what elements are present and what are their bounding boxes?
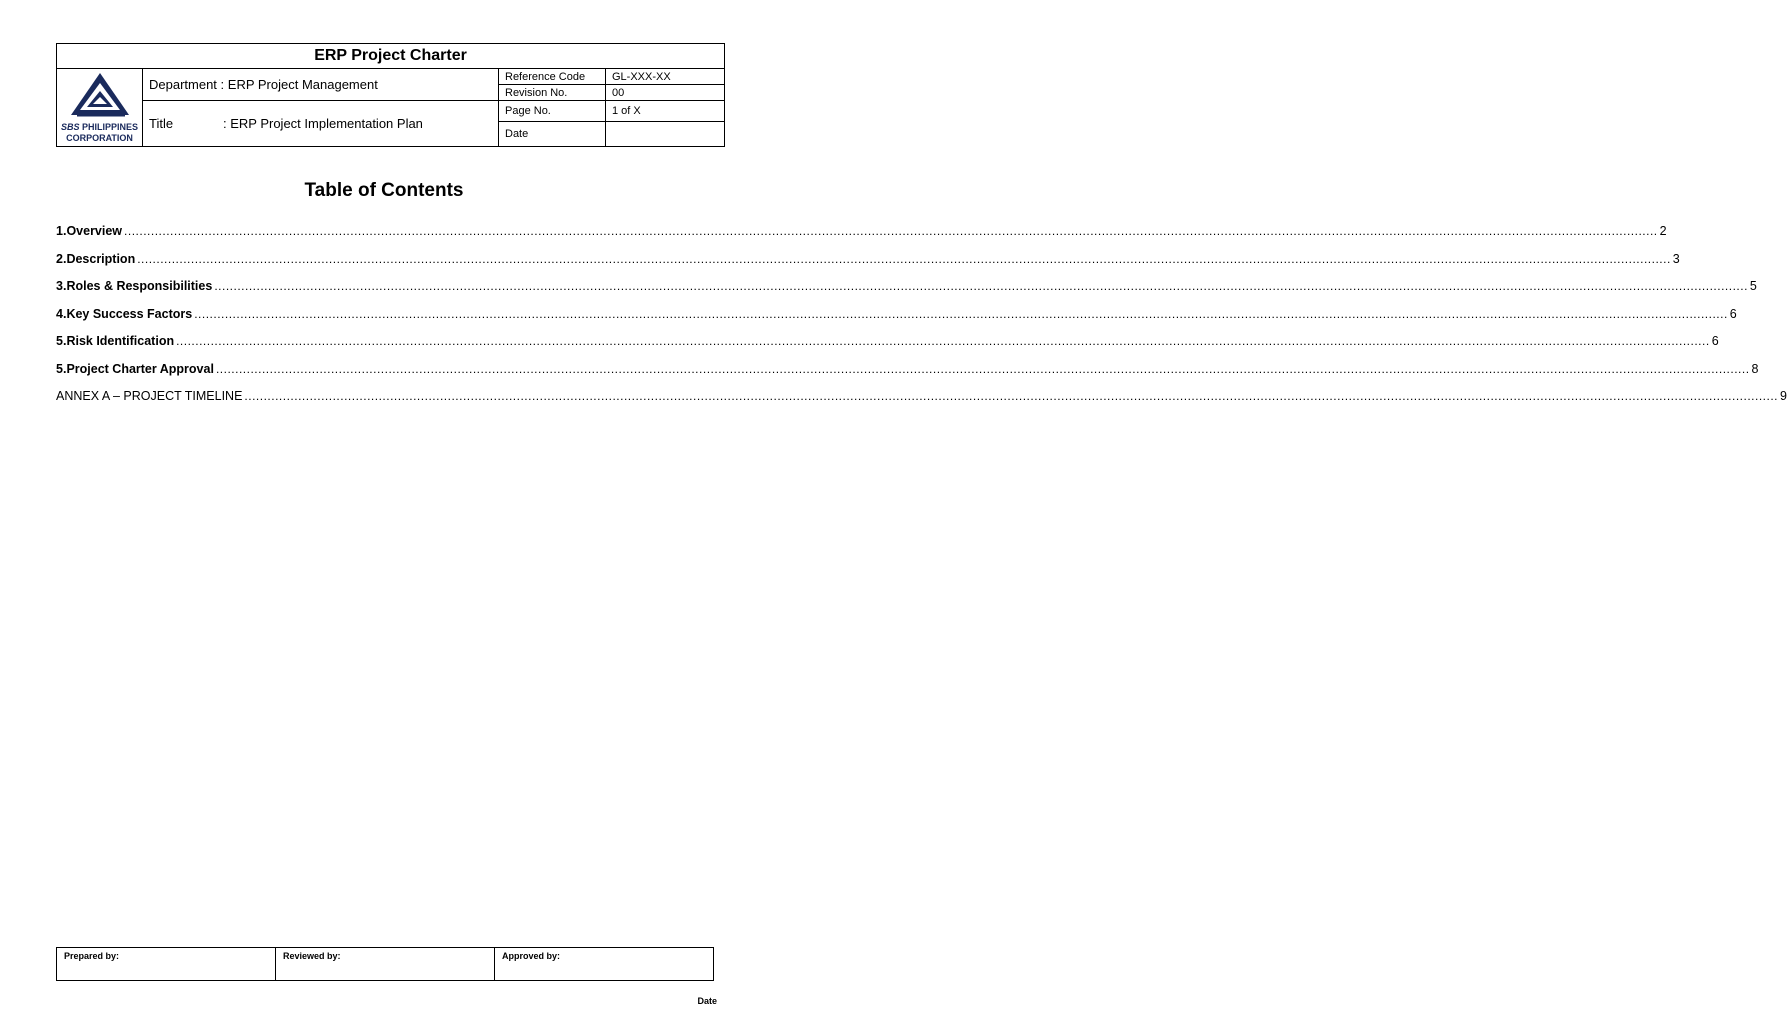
toc-entry-page: 5 bbox=[1749, 279, 1757, 293]
toc-entry[interactable] bbox=[56, 334, 1719, 362]
toc-title: Table of Contents bbox=[304, 180, 464, 201]
title-field bbox=[143, 101, 499, 147]
toc-entry-page: 8 bbox=[1751, 361, 1759, 376]
toc-entry-number: 1. bbox=[56, 224, 67, 238]
toc-entry[interactable] bbox=[56, 306, 1737, 335]
toc-entry-label: Roles & Responsibilities bbox=[66, 279, 213, 293]
footer-date: Date bbox=[697, 996, 717, 1006]
department-label: Department bbox=[149, 77, 217, 92]
toc-entry-page: 2 bbox=[1659, 224, 1667, 238]
title-label: Title bbox=[149, 116, 174, 131]
toc-entry-label: Description bbox=[66, 251, 136, 266]
reference-code-value: GL-XXX-XX bbox=[606, 69, 725, 85]
table-of-contents bbox=[56, 224, 1787, 417]
document-title: ERP Project Charter bbox=[57, 44, 725, 69]
header-table bbox=[56, 43, 725, 147]
toc-leader-dots: ................................................................................................................................................................................................................................................................................................................................................................................................................ bbox=[194, 306, 1728, 321]
toc-leader-dots: ................................................................................................................................................................................................................................................................................................................................................................................................................ bbox=[244, 389, 1778, 403]
date-value bbox=[606, 122, 725, 147]
toc-entry-annex[interactable] bbox=[56, 389, 1787, 417]
logo-philippines: PHILIPPINES bbox=[79, 122, 139, 132]
toc-entry[interactable] bbox=[56, 251, 1680, 280]
title-value: : ERP Project Implementation Plan bbox=[223, 116, 423, 131]
prepared-by-cell: Prepared by: bbox=[57, 948, 276, 981]
toc-leader-dots: ................................................................................................................................................................................................................................................................................................................................................................................................................ bbox=[124, 224, 1658, 238]
approved-by-cell: Approved by: bbox=[495, 948, 714, 981]
toc-entry[interactable] bbox=[56, 279, 1757, 307]
toc-entry-label: Risk Identification bbox=[66, 334, 175, 348]
toc-entry[interactable] bbox=[56, 224, 1667, 252]
toc-entry-number: 3. bbox=[56, 279, 67, 293]
toc-entry[interactable] bbox=[56, 361, 1759, 390]
signature-table bbox=[56, 947, 714, 981]
toc-entry-number: 5. bbox=[56, 334, 67, 348]
revision-label: Revision No. bbox=[499, 85, 606, 101]
company-name bbox=[57, 122, 142, 144]
page-label: Page No. bbox=[499, 101, 606, 122]
page-value: 1 of X bbox=[606, 101, 725, 122]
toc-entry-number: 2. bbox=[56, 251, 67, 266]
department-field bbox=[143, 69, 499, 101]
toc-leader-dots: ................................................................................................................................................................................................................................................................................................................................................................................................................ bbox=[137, 251, 1671, 266]
toc-entry-number: 5. bbox=[56, 361, 67, 376]
toc-entry-page: 6 bbox=[1711, 334, 1719, 348]
logo-corporation: CORPORATION bbox=[66, 133, 133, 143]
toc-entry-label: Key Success Factors bbox=[66, 306, 193, 321]
toc-leader-dots: ................................................................................................................................................................................................................................................................................................................................................................................................................ bbox=[176, 334, 1710, 348]
toc-entry-label: Project Charter Approval bbox=[66, 361, 214, 376]
revision-value: 00 bbox=[606, 85, 725, 101]
toc-entry-page: 6 bbox=[1729, 306, 1737, 321]
toc-entry-page: 3 bbox=[1672, 251, 1680, 266]
toc-entry-number: 4. bbox=[56, 306, 67, 321]
toc-leader-dots: ................................................................................................................................................................................................................................................................................................................................................................................................................ bbox=[215, 361, 1750, 376]
toc-entry-label: Overview bbox=[66, 224, 123, 238]
toc-entry-label: ANNEX A – PROJECT TIMELINE bbox=[56, 389, 243, 403]
toc-entry-page: 9 bbox=[1780, 389, 1787, 403]
reference-code-label: Reference Code bbox=[499, 69, 606, 85]
reviewed-by-cell: Reviewed by: bbox=[276, 948, 495, 981]
triangle-logo-icon bbox=[69, 71, 131, 119]
date-label: Date bbox=[499, 122, 606, 147]
toc-leader-dots: ................................................................................................................................................................................................................................................................................................................................................................................................................ bbox=[214, 279, 1748, 293]
department-value: : ERP Project Management bbox=[220, 77, 378, 92]
logo-sbs: SBS bbox=[60, 122, 80, 132]
company-logo bbox=[57, 69, 143, 147]
